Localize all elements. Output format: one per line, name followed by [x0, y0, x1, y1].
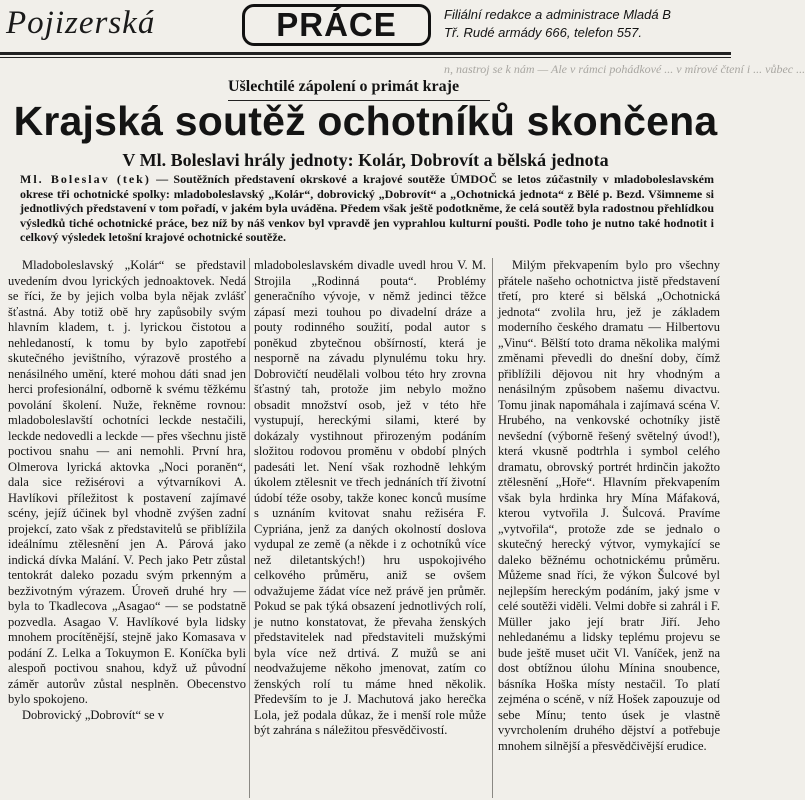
column-3-paragraph: Milým překvapením bylo pro všechny přátele našeho ochotnictva jistě představení třetí, pro které si bělská „Ochotnická jednota“ zvolila hru, jež je základem moderního českého dramatu — Hilbertovu „Vinu“. Bělští toto drama několika malými změnami převedli do dnešní doby, čímž přiblížili dějovou nit hry vhodným a nenásilným způsobem našemu divactvu. Tomu jinak napomáhala i zajímavá scéna V. Hrubého, na venkovské ochotníky jistě nevšední (výborně řešený světelný úvod!), která vkusně podtrhla i symbol celého dramatu, obrovský portrét hrdinčin jakožto ztělesnění „Hoře“. Hlavním překvapením však byla hrdinka hry Mína Máfaková, kterou vytvořila J. Šulcová. Pravíme „vytvořila“, protože zde se jednalo o skutečný herecký výtvor, vymykající se daleko běžnému ochotnickému průměru. Můžeme snad říci, že výkon Šulcové byl nejlepším hereckým podáním, jaký jsme v celé soutěži viděli. Velmi dobře si zahrál i F. Müller jako její bratr Jiří. Jeho nehledanému a lidsky teplému projevu se bude ještě muset učit Vl. Vaníček, jenž na dost obtížnou úlohu Mínina snoubence, básníka Hoška místy nestačil. To platí zejména o scéně, v níž Hošek zapouzuje od sebe Mínu; tento úsek je vlastně vyvrcholením druhého dějství a potřebuje mnohem silnější a přesvědčivější erudice. — [498, 258, 720, 753]
column-divider-1 — [249, 258, 250, 798]
lead-text: — Soutěžních představení okrskové a krajové soutěže ÚMDOČ se letos zúčastnily v mladoboleslavském okrese tři ochotnické spolky: mladoboleslavský „Kolár“, dobrovický „Dobrovít“ a „Ochotnická jednota“ z Bělé p. Bezd. Všimneme si jednotlivých představení v tom pořadí, v jakém byla uváděna. Předem však ještě podotkněme, že celá soutěž byla radostnou přehlídkou výsledků tiché ochotnické práce, bez níž by náš venkov byl vpravdě jen vyprahlou kulturní poušti. Podle toho je nutno také hodnotit i celkový výsledek letošní krajové ochotnické soutěže. — [20, 172, 714, 244]
masthead-address-line2: Tř. Rudé armády 666, telefon 557. — [444, 25, 643, 40]
bleed-through-text: n, nastroj se k nám — Ale v rámci pohádkové ... v mírové čtení i ... vůbec ... — [444, 62, 805, 76]
masthead-rule-thin — [0, 57, 731, 58]
article-lead — [20, 172, 714, 245]
masthead-title-left: Pojizerská — [6, 5, 156, 41]
article-column-3 — [498, 258, 720, 800]
column-2-paragraph: mladoboleslavském divadle uvedl hrou V. M. Strojila „Rodinná pouta“. Problémy generačního vývoje, v němž jedinci těžce zápasí mezi touhou po divadelní dráze a pouty rodinného soužití, podal autor s poněkud zbytečnou obšírností, která je nesporně na závadu plynulému toku hry. Dobrovičtí neudělali volbou této hry zrovna šťastný tah, protože jim nebylo možno obsadit množství osob, jež v této hře vystupují, hereckými silami, které by dokázaly vystihnout přirozeným podáním složitou rodovou proměnu v období plných padesáti let. Není však rozhodně lehkým úkolem ztělesnit ve třech jednáních tří životní údobí téže osoby, takže konec konců musíme s uznáním kvitovat snahu režiséra F. Cypriána, jenž za daných okolností doslova vydupal ze země (a někde i z ochotníků více než diletantských!) hru uspokojivého celkového průměru, aniž se ovšem odvažujeme žádat více než právě jen průměr. Pokud se pak týká obsazení jednotlivých rolí, je nutno konstatovat, že převaha ženských představitelek nad představiteli mužskými byla více než drtivá. Z mužů se ani neodvažujeme někoho jmenovat, zatím co ženských rolí tu máme hned několik. Především to je J. Machutová jako herečka Lola, jež podala důkaz, že i menší role může být zahrána s náležitou přesvědčivostí. — [254, 258, 486, 737]
masthead-logo-box — [242, 4, 431, 46]
masthead-address-line1: Filiální redakce a administrace Mladá B — [444, 7, 671, 22]
article-headline: Krajská soutěž ochotníků skončena — [13, 98, 718, 144]
masthead-address — [444, 6, 734, 42]
masthead-rule-thick — [0, 52, 731, 55]
article-column-1 — [8, 258, 246, 800]
column-1-paragraph: Dobrovický „Dobrovít“ se v — [22, 707, 164, 722]
article-kicker: Ušlechtilé zápolení o primát kraje — [228, 78, 460, 95]
masthead-logo-text: PRÁCE — [276, 6, 397, 43]
article-column-2 — [254, 258, 486, 800]
lead-author: Ml. Boleslav (tek) — [20, 172, 151, 186]
column-divider-2 — [492, 258, 493, 798]
column-1-paragraph: Mladoboleslavský „Kolár“ se představil uvedením dvou lyrických jednoaktovek. Nedá se říci, že by jejich volba byla nějak zvlášť šťastná. Aby totiž obě hry zapůsobily svým hlavním kladem, t. j. lyrickou čistotou a nehledaností, k tomu by bylo zapotřebí skutečného jevištního, výrazově prostého a nenásilného umění, které mohou dáti snad jen herci profesionální, odborně k svému těžkému povolání školení. Nuže, řekněme rovnou: mladoboleslavští ochotníci leckde nestačili, leckde nedovedli a leckde — přes všechnu jistě poctivou snahu — ani nemohli. První hra, Olmerova lyrická aktovka „Noci poraněn“, dala sice režisérovi a výtvarníkovi A. Havlíkovi příležitost k postavení zajímavé scény, jejíž účinek byl vhodně zvýšen zadní projekcí, zato však z představitelů se přiblížila ideálnímu ztělesnění jen A. Párová jako indická dívka Malání. V. Pech jako Petr zůstal tentokrát daleko pozadu svým prkenným a bezživotným výrazem. Úroveň druhé hry — byla to Tkadlecova „Asagao“ — se podstatně pozvedla. Asagao V. Havlíkové byla lidsky mnohem procítěnější, stejně jako Komasava v podání Z. Lelka a Tokuymon E. Koníčka byli alespoň poctivou snahou, když už původní záměr autorův zůstal nesplněn. Obecenstvo bylo spokojeno. — [8, 258, 246, 706]
article-subheadline: V Ml. Boleslavi hrály jednoty: Kolár, Dobrovít a bělská jednota — [122, 150, 609, 170]
